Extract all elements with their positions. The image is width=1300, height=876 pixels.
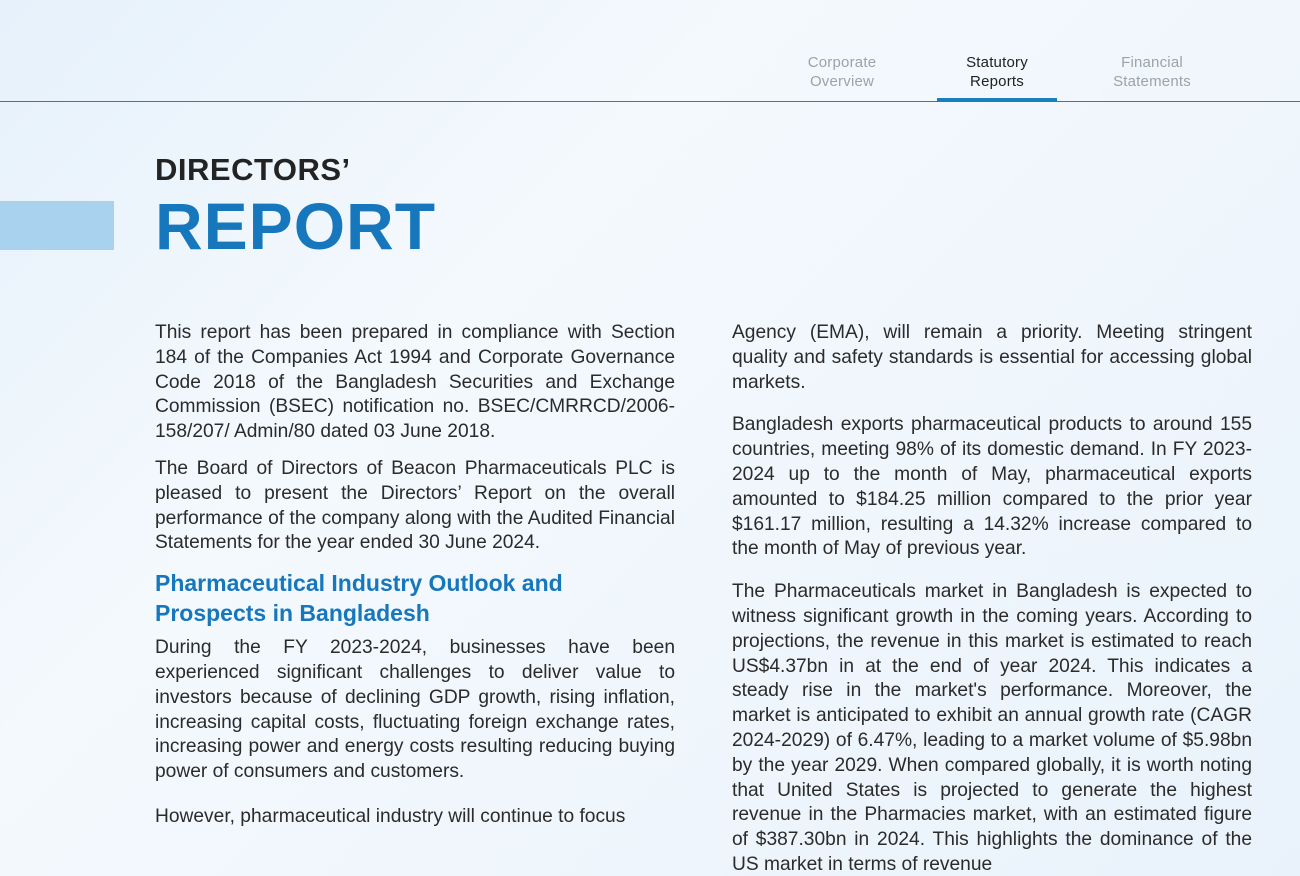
tab-label-line2: Reports — [970, 73, 1024, 90]
paragraph: However, pharmaceutical industry will continue to focus — [155, 805, 626, 827]
tab-label-line2: Overview — [809, 73, 875, 90]
tab-label-line1: Corporate — [807, 54, 877, 71]
right-column — [732, 321, 1252, 876]
paragraph: Agency (EMA), will remain a priority. Meeting stringent quality and safety standards is essential for accessing global markets. — [732, 322, 1252, 393]
paragraph: During the FY 2023-2024, businesses have been experienced significant challenges to deliver value to investors because of declining GDP growth, rising inflation, increasing capital costs, fluctuating foreign exchange rates, increasing power and energy costs resulting reducing buying power of consumers and customers. — [155, 637, 675, 783]
tab-corporate-overview[interactable] — [782, 53, 902, 91]
top-navigation — [0, 0, 1300, 102]
section-heading: Pharmaceutical Industry Outlook and Prospects in Bangladesh — [155, 570, 563, 627]
paragraph: This report has been prepared in compliance with Section 184 of the Companies Act 1994 and Corporate Governance Code 2018 of the Bangladesh Securities and Exchange Commission (BSEC) notification no. BSEC/CMRRCD/2006-158/207/ Admin/80 dated 03 June 2018. — [155, 322, 675, 443]
tab-statutory-reports[interactable] — [937, 53, 1057, 91]
paragraph: The Board of Directors of Beacon Pharmaceuticals PLC is pleased to present the Directors’ Report on the overall performance of the company along with the Audited Financial Statements for the year ended 30 June 2024. — [155, 457, 675, 554]
tab-label-line1: Statutory — [966, 54, 1028, 71]
page-title: REPORT — [155, 189, 437, 263]
decorative-side-bar — [0, 201, 114, 250]
left-column — [155, 321, 675, 842]
tab-financial-statements[interactable] — [1092, 53, 1212, 91]
paragraph: The Pharmaceuticals market in Bangladesh is expected to witness significant growth in the coming years. According to projections, the revenue in this market is estimated to reach US$4.37bn in at the end of year 2024. This indicates a steady rise in the market's performance. Moreover, the market is anticipated to exhibit an annual growth rate (CAGR 2024-2029) of 6.47%, leading to a market volume of $5.98bn by the year 2029. When compared globally, it is worth noting that United States is projected to generate the highest revenue in the Pharmacies market, with an estimated figure of $387.30bn in 2024. This highlights the dominance of the US market in terms of revenue — [732, 581, 1252, 875]
page-title-prefix: DIRECTORS’ — [155, 152, 351, 187]
tab-label-line1: Financial — [1121, 54, 1183, 71]
paragraph: Bangladesh exports pharmaceutical products to around 155 countries, meeting 98% of its domestic demand. In FY 2023-2024 up to the month of May, pharmaceutical exports amounted to $184.25 million compared to the prior year $161.17 million, resulting a 14.32% increase compared to the month of May of previous year. — [732, 414, 1252, 560]
tab-label-line2: Statements — [1113, 73, 1191, 90]
